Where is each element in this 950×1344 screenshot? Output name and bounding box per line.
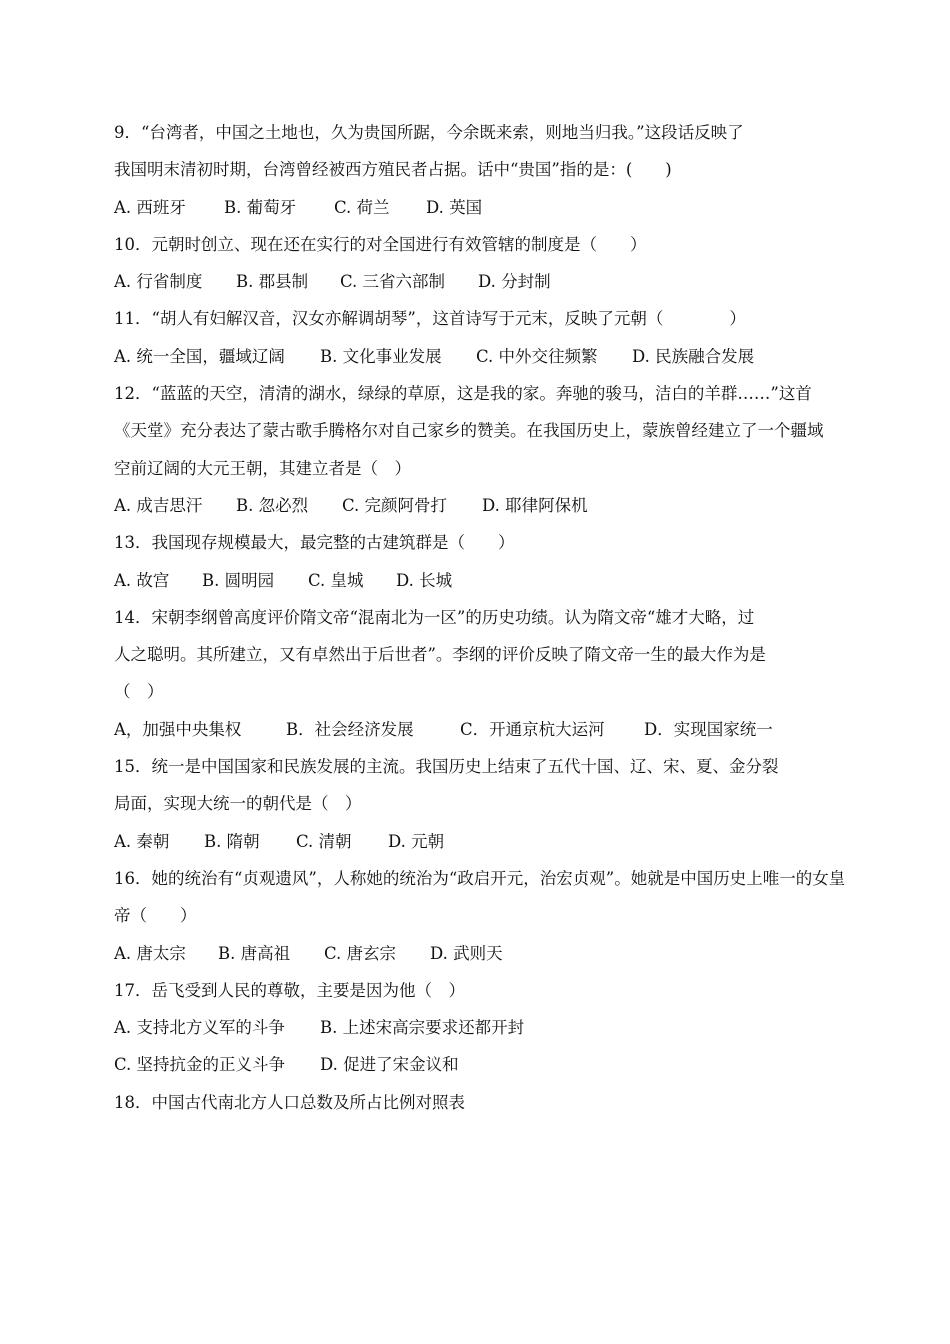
option-b: B. 圆明园 [202,570,275,590]
option-c: C. 完颜阿骨打 [342,495,448,515]
options-row [114,1009,838,1046]
option-a: A. 支持北方义军的斗争 [114,1018,285,1038]
question-text: 15．统一是中国国家和民族发展的主流。我国历史上结束了五代十国、辽、宋、夏、金分裂 [114,757,779,777]
question-13 [114,524,838,599]
question-text: 9．“台湾者，中国之土地也，久为贵国所踞，今余既来索，则地当归我。”这段话反映了 [114,123,744,142]
option-b: B. 隋朝 [204,831,260,851]
option-c: C．开通京杭大运河 [460,719,605,739]
option-b: B. 郡县制 [236,272,309,292]
question-text: 10．元朝时创立、现在还在实行的对全国进行有效管辖的制度是（ ） [114,234,647,254]
option-c: C. 唐玄宗 [324,943,397,963]
question-text: 《天堂》充分表达了蒙古歌手腾格尔对自己家乡的赞美。在我国历史上，蒙族曾经建立了一个疆域 [114,421,824,441]
option-b: B. 上述宋高宗要求还都开封 [320,1018,525,1038]
option-b: B. 葡萄牙 [224,197,297,217]
option-a: A. 故宫 [114,570,170,590]
question-text: 空前辽阔的大元王朝，其建立者是（ ） [114,458,411,478]
option-a: A. 统一全国，疆域辽阔 [114,346,285,366]
options-row [114,711,838,748]
question-text: 局面，实现大统一的朝代是（ ） [114,794,362,814]
question-text: 人之聪明。其所建立，又有卓然出于后世者”。李纲的评价反映了隋文帝一生的最大作为是 [114,645,766,665]
option-a: A. 行省制度 [114,272,203,292]
question-text: （ ） [114,682,164,702]
options-row [114,1046,838,1083]
option-a: A. 唐太宗 [114,943,186,963]
options-row [114,263,838,300]
question-18 [114,1084,838,1121]
option-a: A. 成吉思汗 [114,495,203,515]
options-row [114,487,838,524]
option-a: A，加强中央集权 [114,719,242,739]
option-b: B．社会经济发展 [286,719,414,739]
question-text: 帝（ ） [114,906,197,926]
question-text: 16．她的统治有“贞观遗风”，人称她的统治为“政启开元，治宏贞观”。她就是中国历史上唯一的女皇 [114,868,846,888]
option-d: D．实现国家统一 [644,719,773,739]
question-10 [114,226,838,301]
question-text: 14．宋朝李纲曾高度评价隋文帝“混南北为一区”的历史功绩。认为隋文帝“雄才大略，过 [114,607,755,627]
question-text: 17．岳飞受到人民的尊敬，主要是因为他（ ） [114,980,465,1000]
option-a: A. 西班牙 [114,197,186,217]
question-text: 18．中国古代南北方人口总数及所占比例对照表 [114,1092,465,1112]
option-c: C. 皇城 [308,570,364,590]
question-text: 12．“蓝蓝的天空，清清的湖水，绿绿的草原，这是我的家。奔驰的骏马，洁白的羊群……”这首 [114,384,812,404]
options-row [114,562,838,599]
question-12 [114,375,838,524]
option-d: D. 耶律阿保机 [482,495,588,515]
option-b: B. 唐高祖 [218,943,291,963]
option-d: D. 分封制 [478,272,551,292]
option-d: D. 武则天 [430,943,503,963]
question-16 [114,860,846,972]
question-15 [114,748,838,860]
question-list [114,114,846,1121]
option-c: C. 坚持抗金的正义斗争 [114,1055,286,1075]
question-17 [114,972,838,1084]
options-row [114,823,838,860]
question-9 [114,114,838,226]
option-b: B. 忽必烈 [236,495,309,515]
question-text: 11．“胡人有妇解汉音，汉女亦解调胡琴”，这首诗写于元末，反映了元朝（ ） [114,309,746,329]
question-text: 我国明末清初时期，台湾曾经被西方殖民者占据。话中“贵国”指的是：( ) [114,160,672,180]
question-14 [114,599,838,748]
question-text: 13．我国现存规模最大，最完整的古建筑群是（ ） [114,533,515,553]
option-d: D. 元朝 [388,831,445,851]
options-row [114,189,838,226]
question-11 [114,300,838,375]
options-row [114,338,838,375]
option-d: D. 民族融合发展 [632,346,755,366]
options-row [114,935,838,972]
option-b: B. 文化事业发展 [320,346,442,366]
option-c: C. 中外交往频繁 [476,346,598,366]
option-c: C. 清朝 [296,831,352,851]
option-c: C. 荷兰 [334,197,390,217]
option-c: C. 三省六部制 [340,272,446,292]
option-a: A. 秦朝 [114,831,170,851]
option-d: D. 促进了宋金议和 [320,1055,459,1075]
option-d: D. 英国 [426,197,483,217]
option-d: D. 长城 [396,570,453,590]
